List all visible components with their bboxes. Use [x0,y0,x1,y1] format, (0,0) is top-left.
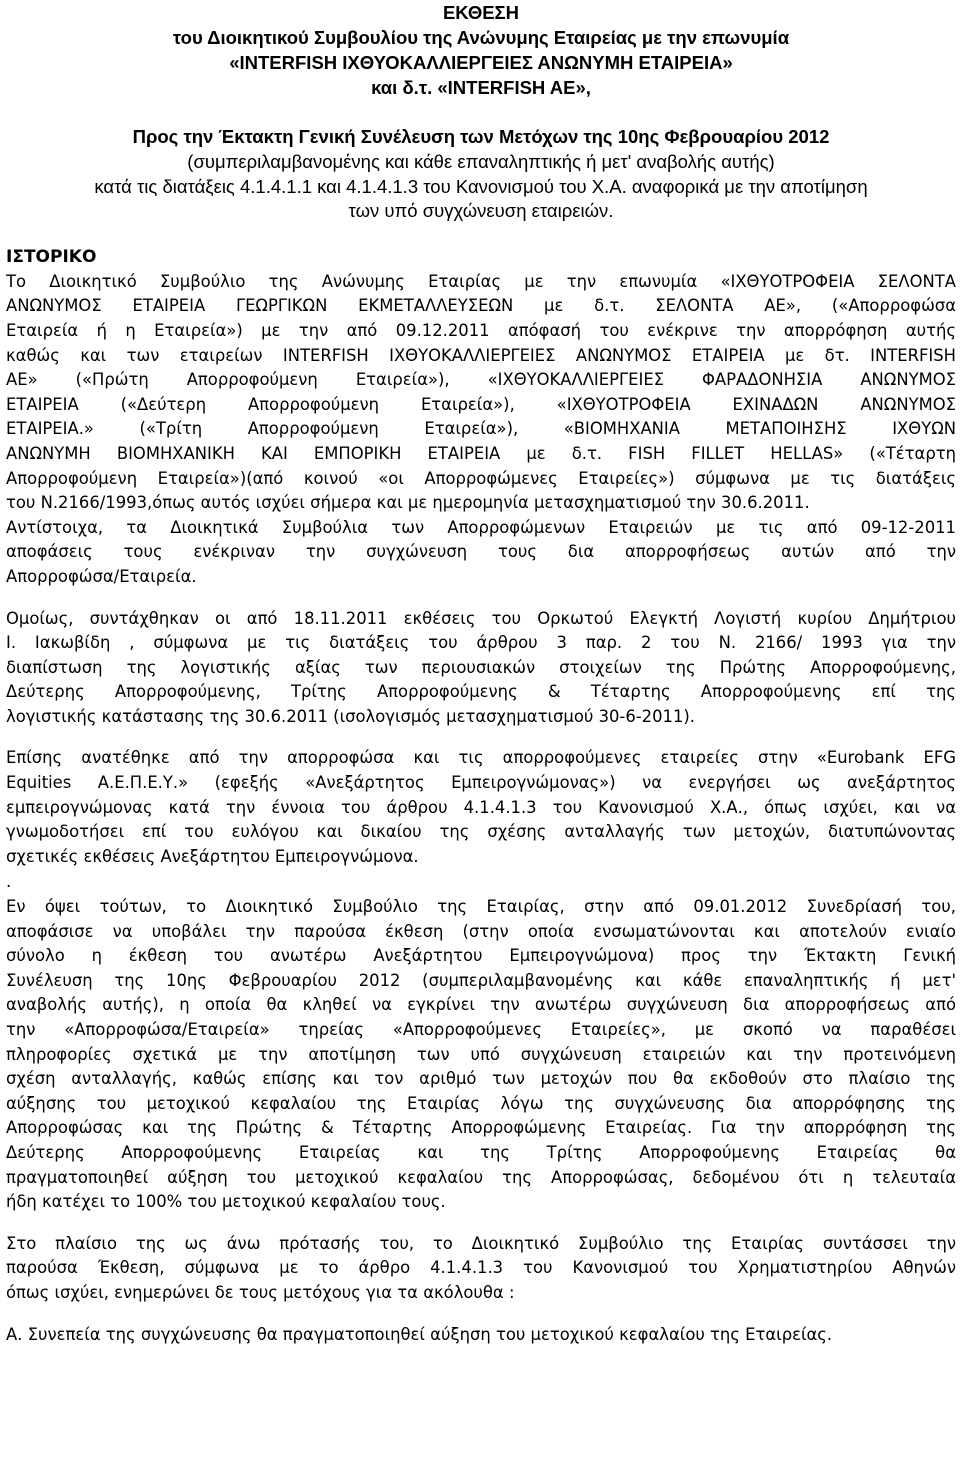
text-line: Το Διοικητικό Συμβούλιο της Ανώνυμης Εταιρίας με την επωνυμία «ΙΧΘΥΟΤΡΟΦΕΙΑ ΣΕΛΟΝΤΑ [6,271,956,291]
text-line: αναβολής αυτής), η οποία θα κληθεί να εγκρίνει την ανωτέρω συγχώνευση δια απορροφήσεως από [6,995,956,1015]
text-line: ΑΝΩΝΥΜΟΣ ΕΤΑΙΡΕΙΑ ΓΕΩΡΓΙΚΩΝ ΕΚΜΕΤΑΛΛΕΥΣΕΩΝ με δ.τ. ΣΕΛΟΝΤΑ ΑΕ», («Απορροφώσα [6,296,956,316]
text-line: Δεύτερης Απορροφούμενης, Τρίτης Απορροφούμενης & Τέταρτης Απορροφούμενης επί της [6,682,956,702]
text-line: Ι. Ιακωβίδη , σύμφωνα με τις διατάξεις του άρθρου 3 παρ. 2 του Ν. 2166/ 1993 για την [6,633,956,653]
text-line: εμπειρογνώμονας κατά την έννοια του άρθρου 4.1.4.1.3 του Κανονισμού Χ.Α., όπως ισχύει, και να [6,797,956,817]
title-spacer [6,100,956,125]
text-line: σύνολο η έκθεση του ανωτέρω Ανεξάρτητου Εμπειρογνώμονα) προς την Έκτακτη Γενική [6,946,956,966]
text-line: Δεύτερης Απορροφούμενης Εταιρείας και της Τρίτης Απορροφούμενης Εταιρείας θα [6,1142,956,1162]
text-line: την «Απορροφώσα/Εταιρεία» τηρείας «Απορροφούμενες Εταιρείες», με σκοπό να παραθέσει [6,1020,956,1039]
history-paragraph-2 [6,607,956,730]
text-line: Εταιρεία ή η Εταιρεία») με την από 09.12.2011 απόφασή του ενέκρινε την απορρόφηση αυτής [6,320,956,340]
text-line: σχετικές εκθέσεις Ανεξάρτητου Εμπειρογνώμονα. [6,846,419,866]
history-paragraph-6 [6,1323,956,1348]
separator-dot [6,870,956,895]
text-line: ήδη κατέχει το 100% του μετοχικού κεφαλαίου τους. [6,1192,446,1212]
history-paragraph-5 [6,1232,956,1306]
text-line: παρούσα Έκθεση, σύμφωνα με το άρθρο 4.1.4.1.3 του Κανονισμού του Χρηματιστηρίου Αθηνών [6,1258,956,1278]
text-line: ΕΤΑΙΡΕΙΑ («Δεύτερη Απορροφούμενη Εταιρεία»), «ΙΧΘΥΟΤΡΟΦΕΙΑ ΕΧΙΝΑΔΩΝ ΑΝΩΝΥΜΟΣ [6,394,956,414]
history-heading: ΙΣΤΟΡΙΚΟ [6,247,97,268]
text-line: Αντίστοιχα, τα Διοικητικά Συμβούλια των Απορροφώμενων Εταιρειών με τις από 09-12-2011 [6,517,956,537]
report-title-block [6,0,956,125]
subtitle-line: των υπό συγχώνευση εταιρειών. [348,200,614,222]
report-title: ΕΚΘΕΣΗ [442,2,520,23]
text-line: του Ν.2166/1993,όπως αυτός ισχύει σήμερα και με ημερομηνία μετασχηματισμού την 30.6.2011. [6,493,810,513]
text-line: αύξησης του μετοχικού κεφαλαίου της Εταιρίας λόγω της συγχώνευσης δια απορρόφησης της [6,1093,956,1113]
text-line: αποφάσισε να υποβάλει την παρούσα έκθεση (στην οποία ενσωματώνονται και αποτελούν ενιαίο [6,921,956,941]
text-line: λογιστικής κατάστασης της 30.6.2011 (ισολογισμός μετασχηματισμού 30-6-2011). [6,706,695,726]
subtitle-line: κατά τις διατάξεις 4.1.4.1.1 και 4.1.4.1.3 του Κανονισμού του Χ.Α. αναφορικά με την αποτίμηση [94,175,868,197]
text-line: Ομοίως, συντάχθηκαν οι από 18.11.2011 εκθέσεις του Ορκωτού Ελεγκτή Λογιστή κυρίου Δημήτριου [6,608,956,628]
text-line: Εν όψει τούτων, το Διοικητικό Συμβούλιο της Εταιρίας, στην από 09.01.2012 Συνεδρίασή του, [6,897,956,917]
text-line: ΕΤΑΙΡΕΙΑ.» («Τρίτη Απορροφούμενη Εταιρεία»), «ΒΙΟΜΗΧΑΝΙΑ ΜΕΤΑΠΟΙΗΣΗΣ ΙΧΘΥΩΝ [6,419,956,439]
report-title-line: του Διοικητικού Συμβουλίου της Ανώνυμης Εταιρείας με την επωνυμία [172,27,790,48]
history-paragraph-3 [6,746,956,869]
text-line: Α. Συνεπεία της συγχώνευσης θα πραγματοποιηθεί αύξηση του μετοχικού κεφαλαίου της Εταιρείας. [6,1324,833,1344]
report-title-line: και δ.τ. «INTERFISH AE», [371,77,591,98]
text-line: αποφάσεις τους ενέκριναν την συγχώνευση τους δια απορροφήσεως αυτών από την [6,542,956,562]
text-line: γνωμοδοτήσει επί του ευλόγου και δικαίου της σχέσης ανταλλαγής των μετοχών, διατυπώνοντας [6,822,956,842]
text-line: πραγματοποιηθεί αύξηση του μετοχικού κεφαλαίου της Απορροφώσας, δεδομένου ότι η τελευταία [6,1167,956,1187]
text-line: πληροφορίες σχετικά με την αποτίμηση των υπό συγχώνευση εταιρειών και την προτεινόμενη [6,1044,956,1064]
text-line: καθώς και των εταιρείων INTERFISH ΙΧΘΥΟΚΑΛΛΙΕΡΓΕΙΕΣ ΑΝΩΝΥΜΟΣ ΕΤΑΙΡΕΙΑ με δτ. INTERFISH [6,345,956,365]
meeting-line: Προς την Έκτακτη Γενική Συνέλευση των Μετόχων της 10ης Φεβρουαρίου 2012 [132,126,830,147]
report-title-line: «INTERFISH ΙΧΘΥΟΚΑΛΛΙΕΡΓΕΙΕΣ ΑΝΩΝΥΜΗ ΕΤΑΙΡΕΙΑ» [229,52,733,73]
text-line: Συνέλευση της 10ης Φεβρουαρίου 2012 (συμπεριλαμβανομένης και κάθε επαναληπτικής ή μετ' [6,970,956,990]
text-line: όπως ισχύει, ενημερώνει δε τους μετόχους για τα ακόλουθα : [6,1282,515,1302]
text-line: ΑΕ» («Πρώτη Απορροφούμενη Εταιρεία»), «ΙΧΘΥΟΚΑΛΛΙΕΡΓΕΙΕΣ ΦΑΡΑΔΟΝΗΣΙΑ ΑΝΩΝΥΜΟΣ [6,370,956,390]
report-subtitle-block [6,125,956,224]
history-paragraph-1 [6,270,956,590]
text-line: . [6,872,12,892]
text-line: σχέση ανταλλαγής, καθώς επίσης και τον αριθμό των μετοχών που θα εκδοθούν στο πλαίσιο της [6,1069,956,1089]
text-line: Επίσης ανατέθηκε από την απορροφώσα και τις απορροφούμενες εταιρείες στην «Eurobank EFG [6,748,956,768]
text-line: Equities Α.Ε.Π.Ε.Υ.» (εφεξής «Ανεξάρτητος Εμπειρογνώμονας») να ενεργήσει ως ανεξάρτητος [6,773,956,793]
text-line: Στο πλαίσιο της ως άνω πρότασής του, το Διοικητικό Συμβούλιο της Εταιρίας συντάσσει την [6,1233,956,1253]
text-line: Απορροφώσας και της Πρώτης & Τέταρτης Απορροφώμενης Εταιρείας. Για την απορρόφηση της [6,1118,956,1138]
document-page [6,0,956,1463]
text-line: Απορροφώσα/Εταιρεία. [6,566,197,586]
text-line: ΑΝΩΝΥΜΗ ΒΙΟΜΗΧΑΝΙΚΗ ΚΑΙ ΕΜΠΟΡΙΚΗ ΕΤΑΙΡΕΙΑ με δ.τ. FISH FILLET HELLAS» («Τέταρτη [6,443,956,463]
text-line: διαπίστωση της λογιστικής αξίας των περιουσιακών στοιχείων της Πρώτης Απορροφούμενης, [6,657,956,677]
text-line: Απορροφούμενη Εταιρεία»)(από κοινού «οι Απορροφώμενες Εταιρείες») σύμφωνα με τις διατάξεις [6,468,956,488]
history-paragraph-4 [6,895,956,1215]
subtitle-line: (συμπεριλαμβανομένης και κάθε επαναληπτικής ή μετ' αναβολής αυτής) [187,150,775,172]
